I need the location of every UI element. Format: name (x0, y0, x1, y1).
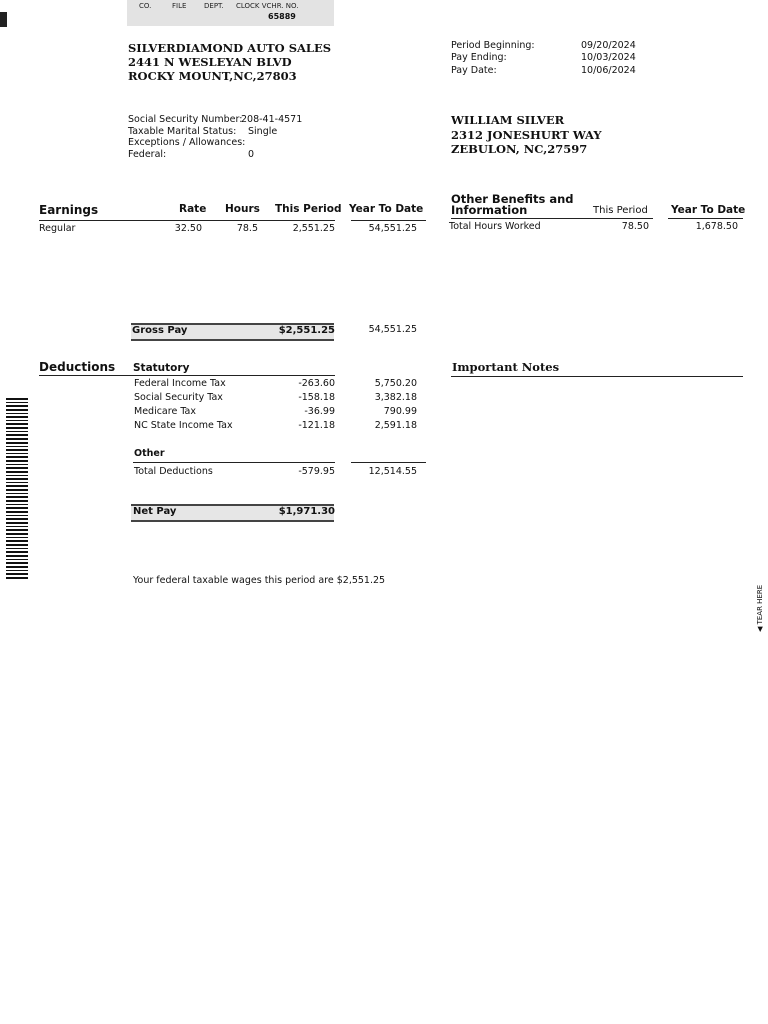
earnings-col-rate: Rate (179, 203, 207, 215)
deduction-ytd: 790.99 (383, 406, 417, 417)
benefits-title-line-1: Other Benefits and (451, 192, 574, 206)
net-pay-this-period: $1,971.30 (278, 506, 335, 517)
marital-status-label: Taxable Marital Status: (128, 126, 237, 137)
benefits-ytd-rule (668, 218, 743, 219)
total-deductions-this-period: -579.95 (298, 466, 335, 477)
earnings-col-hours: Hours (225, 203, 260, 215)
ssn-label: Social Security Number: (128, 114, 243, 125)
earnings-rate: 32.50 (174, 223, 202, 234)
header-box (127, 0, 334, 26)
statutory-label: Statutory (133, 362, 190, 374)
deductions-rule (39, 375, 335, 376)
important-notes-title: Important Notes (452, 360, 560, 374)
gross-pay-label: Gross Pay (132, 325, 188, 336)
earnings-col-ytd: Year To Date (349, 203, 424, 215)
header-label-co: CO. (139, 2, 152, 10)
pay-date-value: 10/06/2024 (581, 65, 636, 76)
employee-address-2: ZEBULON, NC,27597 (451, 142, 588, 156)
taxable-wages-note: Your federal taxable wages this period are $2,551.25 (133, 575, 386, 586)
total-deductions-ytd-rule (351, 462, 426, 463)
employee-name: WILLIAM SILVER (451, 113, 565, 127)
benefits-col-this-period: This Period (593, 205, 648, 216)
deduction-this-period: -263.60 (298, 378, 335, 389)
federal-label: Federal: (128, 149, 167, 160)
total-deductions-label: Total Deductions (134, 466, 213, 477)
pay-ending-label: Pay Ending: (451, 52, 507, 63)
benefits-rule (451, 218, 653, 219)
earnings-title: Earnings (39, 203, 99, 217)
earnings-ytd: 54,551.25 (368, 223, 417, 234)
gross-pay-ytd: 54,551.25 (368, 324, 417, 335)
company-address-1: 2441 N WESLEYAN BLVD (128, 55, 292, 69)
company-name: SILVERDIAMOND AUTO SALES (128, 41, 332, 55)
earnings-this-period: 2,551.25 (292, 223, 335, 234)
employee-address-1: 2312 JONESHURT WAY (451, 128, 602, 142)
earnings-hours: 78.5 (236, 223, 258, 234)
important-notes-rule (451, 376, 743, 377)
earnings-row-label: Regular (39, 223, 76, 234)
deduction-ytd: 5,750.20 (374, 378, 417, 389)
earnings-ytd-rule (351, 220, 426, 221)
deduction-label: Federal Income Tax (134, 378, 226, 389)
marital-status-value: Single (248, 126, 278, 137)
benefits-title-line-2: Information (451, 203, 528, 217)
header-label-file: FILE (172, 2, 187, 10)
deductions-title: Deductions (39, 360, 116, 374)
tear-here-text: TEAR HERE (756, 584, 764, 625)
company-address-2: ROCKY MOUNT,NC,27803 (128, 69, 297, 83)
benefits-ytd: 1,678.50 (695, 221, 738, 232)
benefits-col-ytd: Year To Date (671, 204, 746, 216)
earnings-col-this-period: This Period (275, 203, 342, 215)
deduction-label: Social Security Tax (134, 392, 223, 403)
deduction-label: NC State Income Tax (134, 420, 233, 431)
period-begin-value: 09/20/2024 (581, 40, 636, 51)
deduction-this-period: -121.18 (298, 420, 335, 431)
pay-date-label: Pay Date: (451, 65, 497, 76)
pay-ending-value: 10/03/2024 (581, 52, 636, 63)
deduction-this-period: -36.99 (304, 406, 335, 417)
gross-pay-this-period: $2,551.25 (278, 325, 335, 336)
tear-here-label: ◀ TEAR HERE (756, 584, 764, 632)
total-deductions-ytd: 12,514.55 (368, 466, 417, 477)
ssn-value: 208-41-4571 (241, 114, 303, 125)
barcode (6, 398, 28, 610)
deduction-label: Medicare Tax (134, 406, 196, 417)
earnings-rule (39, 220, 335, 221)
benefits-row-label: Total Hours Worked (449, 221, 541, 232)
total-deductions-rule (133, 462, 335, 463)
deduction-this-period: -158.18 (298, 392, 335, 403)
period-begin-label: Period Beginning: (451, 40, 535, 51)
benefits-this-period: 78.50 (621, 221, 649, 232)
corner-mark (0, 12, 7, 27)
header-label-voucher: CLOCK VCHR. NO. (236, 2, 299, 10)
voucher-number: 65889 (268, 12, 296, 21)
net-pay-label: Net Pay (133, 506, 177, 517)
federal-value: 0 (248, 149, 255, 160)
other-label: Other (134, 448, 165, 459)
deduction-ytd: 2,591.18 (374, 420, 417, 431)
exceptions-label: Exceptions / Allowances: (128, 137, 246, 148)
header-label-dept: DEPT. (204, 2, 224, 10)
deduction-ytd: 3,382.18 (374, 392, 417, 403)
